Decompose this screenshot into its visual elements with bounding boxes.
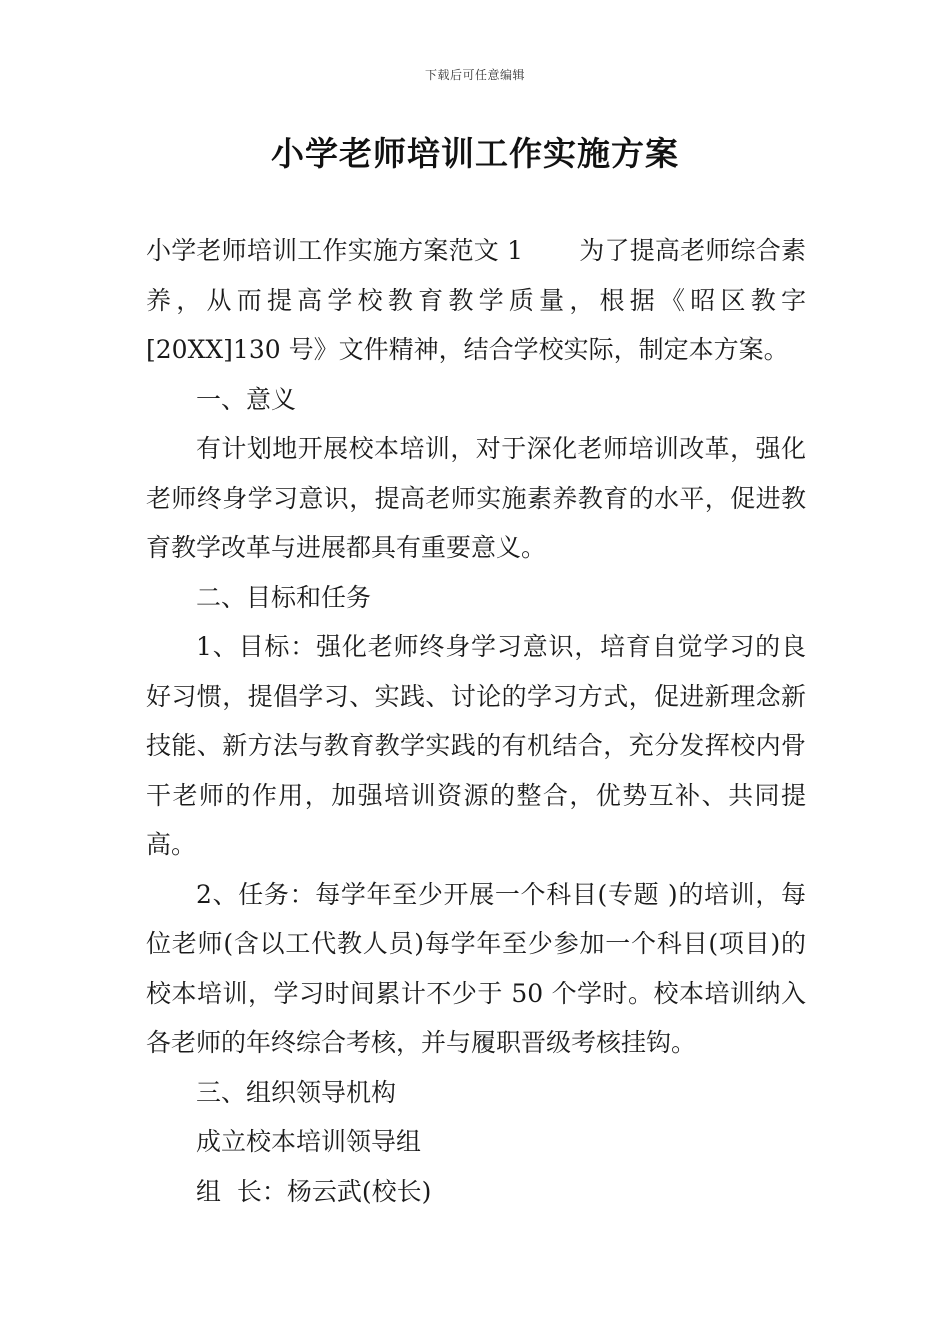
section-heading-goals: 二、目标和任务 [196, 582, 372, 612]
document-body [146, 226, 806, 1216]
paragraph-leadership-group: 成立校本培训领导组 [196, 1127, 422, 1156]
intro-label: 小学老师培训工作实施方案范文 1 [146, 236, 524, 265]
paragraph-group-leader: 组 长：杨云武(校长) [196, 1176, 432, 1206]
header-note: 下载后可任意编辑 [424, 68, 525, 82]
intro-text: 为了提高老师综合素养，从而提高学校教育教学质量，根据《昭区教字[20XX]130 号》文件精神，结合学校实际，制定本方案。 [146, 236, 806, 364]
section-heading-significance: 一、意义 [196, 384, 297, 414]
paragraph-significance: 有计划地开展校本培训，对于深化老师培训改革，强化老师终身学习意识，提高老师实施素养教育的水平，促进教育教学改革与进展都具有重要意义。 [146, 434, 806, 562]
paragraph-goal: 1、目标：强化老师终身学习意识，培育自觉学习的良好习惯，提倡学习、实践、讨论的学习方式，促进新理念新技能、新方法与教育教学实践的有机结合，充分发挥校内骨干老师的作用，加强培训资源的整合，优势互补、共同提高。 [146, 632, 806, 859]
section-heading-organization: 三、组织领导机构 [196, 1077, 397, 1107]
paragraph-task: 2、任务：每学年至少开展一个科目(专题 )的培训，每位老师(含以工代教人员)每学年至少参加一个科目(项目)的校本培训，学习时间累计不少于 50 个学时。校本培训纳入各老师的年终综合考核，并与履职晋级考核挂钩。 [146, 879, 806, 1057]
intro-paragraph [146, 226, 806, 375]
document-title: 小学老师培训工作实施方案 [271, 134, 679, 173]
